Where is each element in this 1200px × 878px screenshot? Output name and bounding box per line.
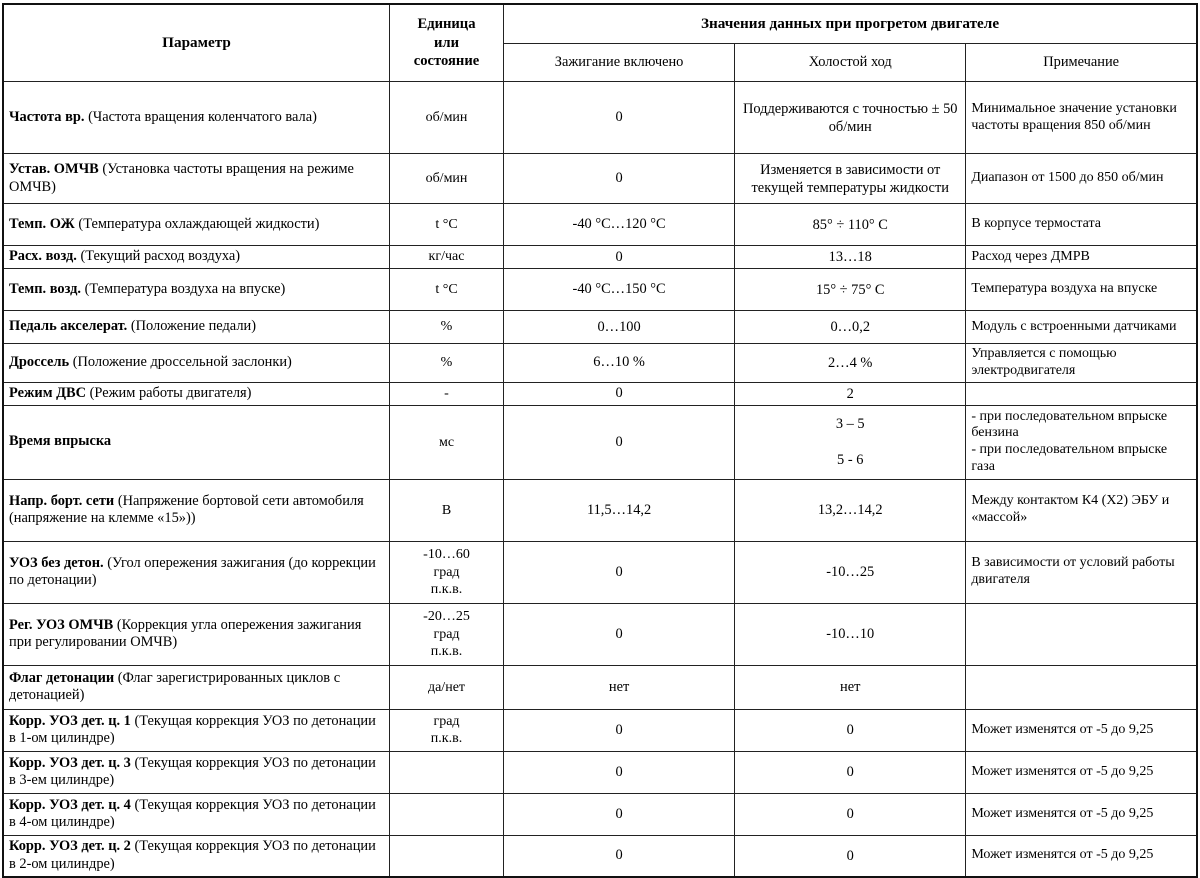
table-row — [3, 382, 1197, 405]
cell-unit: да/нет — [390, 665, 504, 709]
cell-ignition-value: 0 — [504, 541, 735, 603]
idle-value-line-2: 5 - 6 — [837, 452, 864, 469]
parameter-name: Расх. возд. — [9, 248, 77, 265]
unit-line-3: п.к.в. — [430, 643, 463, 659]
column-header-idle: Холостой ход — [735, 44, 966, 82]
cell-idle-value: 0 — [735, 835, 966, 877]
table-row — [3, 835, 1197, 877]
parameter-name: Устав. ОМЧВ — [9, 160, 99, 177]
parameter-description: (Частота вращения коленчатого вала) — [88, 108, 317, 125]
cell-parameter — [3, 709, 390, 751]
cell-ignition-value: 0 — [504, 793, 735, 835]
cell-idle-value: 13…18 — [735, 246, 966, 269]
table-row — [3, 603, 1197, 665]
cell-ignition-value: нет — [504, 665, 735, 709]
cell-ignition-value: 0 — [504, 382, 735, 405]
column-header-note: Примечание — [966, 44, 1197, 82]
cell-idle-value: -10…10 — [735, 603, 966, 665]
cell-parameter — [3, 204, 390, 246]
cell-unit — [390, 751, 504, 793]
cell-note — [966, 665, 1197, 709]
cell-parameter — [3, 793, 390, 835]
cell-idle-value: 0 — [735, 793, 966, 835]
parameter-name: Рег. УОЗ ОМЧВ — [9, 616, 114, 633]
cell-unit: мс — [390, 405, 504, 479]
unit-line-2: п.к.в. — [430, 731, 463, 747]
cell-idle-value: Поддерживаются с точностью ± 50 об/мин — [735, 82, 966, 154]
parameter-description: (Температура охлаждающей жидкости) — [78, 215, 320, 232]
table-header — [3, 4, 1197, 82]
cell-idle-value: 0…0,2 — [735, 311, 966, 344]
cell-idle-value: 0 — [735, 751, 966, 793]
cell-ignition-value: 0 — [504, 82, 735, 154]
parameter-description: (Флаг зарегистрированных циклов с детонацией) — [9, 669, 341, 704]
unit-line-1: -10…60 — [423, 547, 470, 563]
cell-ignition-value: 0 — [504, 246, 735, 269]
cell-unit — [390, 709, 504, 751]
unit-line-3: п.к.в. — [430, 581, 463, 597]
cell-idle-value: 13,2…14,2 — [735, 479, 966, 541]
cell-unit: - — [390, 382, 504, 405]
cell-note: Может изменятся от -5 до 9,25 — [966, 751, 1197, 793]
cell-parameter — [3, 246, 390, 269]
table-row — [3, 541, 1197, 603]
table-row — [3, 269, 1197, 311]
cell-ignition-value: 6…10 % — [504, 344, 735, 383]
parameter-name: Темп. ОЖ — [9, 215, 75, 232]
table-body — [3, 82, 1197, 878]
cell-unit — [390, 603, 504, 665]
cell-note: Между контактом К4 (Х2) ЭБУ и «массой» — [966, 479, 1197, 541]
unit-line-1: -20…25 — [423, 609, 470, 625]
cell-parameter — [3, 311, 390, 344]
table-row — [3, 82, 1197, 154]
cell-unit — [390, 541, 504, 603]
cell-unit: % — [390, 344, 504, 383]
cell-unit: t °C — [390, 269, 504, 311]
table-row — [3, 479, 1197, 541]
cell-parameter — [3, 479, 390, 541]
parameter-name: Время впрыска — [9, 433, 112, 450]
parameter-description: (Текущий расход воздуха) — [80, 248, 241, 265]
cell-idle-value: 0 — [735, 709, 966, 751]
cell-ignition-value: -40 °C…120 °C — [504, 204, 735, 246]
unit-line-1: град — [433, 714, 460, 730]
parameter-name: Корр. УОЗ дет. ц. 4 — [9, 796, 131, 813]
parameter-description: (Положение дроссельной заслонки) — [72, 354, 292, 371]
cell-idle-value: Изменяется в зависимости от текущей температуры жидкости — [735, 154, 966, 204]
parameter-description: (Угол опережения зажигания (до коррекции по детонации) — [9, 554, 376, 589]
note-line-2: - при последовательном впрыске газа — [971, 442, 1168, 474]
cell-ignition-value: 0 — [504, 835, 735, 877]
table-row — [3, 154, 1197, 204]
cell-idle-value: нет — [735, 665, 966, 709]
cell-note: Модуль с встроенными датчиками — [966, 311, 1197, 344]
cell-note: Может изменятся от -5 до 9,25 — [966, 835, 1197, 877]
cell-unit — [390, 835, 504, 877]
parameter-description: (Напряжение бортовой сети автомобиля (напряжение на клемме «15»)) — [9, 492, 364, 527]
parameter-description: (Текущая коррекция УОЗ по детонации в 3-ем цилиндре) — [9, 754, 376, 789]
cell-unit: % — [390, 311, 504, 344]
cell-parameter — [3, 382, 390, 405]
parameter-name: Корр. УОЗ дет. ц. 1 — [9, 712, 131, 729]
parameter-description: (Режим работы двигателя) — [89, 384, 252, 401]
parameter-description: (Текущая коррекция УОЗ по детонации в 4-ом цилиндре) — [9, 796, 376, 831]
cell-idle-value: 2 — [735, 382, 966, 405]
cell-note: Диапазон от 1500 до 850 об/мин — [966, 154, 1197, 204]
parameter-name: Дроссель — [9, 354, 70, 371]
cell-note — [966, 382, 1197, 405]
cell-unit: t °C — [390, 204, 504, 246]
cell-note — [966, 405, 1197, 479]
idle-value-line-1: 3 – 5 — [835, 416, 865, 433]
parameter-description: (Установка частоты вращения на режиме ОМЧВ) — [9, 160, 354, 195]
cell-ignition-value: 0 — [504, 154, 735, 204]
cell-parameter — [3, 665, 390, 709]
table-row — [3, 665, 1197, 709]
unit-header-line-2: или — [433, 34, 459, 51]
column-header-ignition-on: Зажигание включено — [504, 44, 735, 82]
parameter-name: УОЗ без детон. — [9, 554, 104, 571]
parameter-description: (Коррекция угла опережения зажигания при регулировании ОМЧВ) — [9, 616, 362, 651]
table-row — [3, 204, 1197, 246]
cell-parameter — [3, 541, 390, 603]
cell-parameter — [3, 835, 390, 877]
table-row — [3, 793, 1197, 835]
cell-note: Минимальное значение установки частоты вращения 850 об/мин — [966, 82, 1197, 154]
parameter-description: (Текущая коррекция УОЗ по детонации в 2-ом цилиндре) — [9, 838, 376, 872]
cell-note: В зависимости от условий работы двигателя — [966, 541, 1197, 603]
cell-ignition-value: 0 — [504, 405, 735, 479]
cell-note: В корпусе термостата — [966, 204, 1197, 246]
cell-idle-value: 85° ÷ 110° C — [735, 204, 966, 246]
parameter-name: Корр. УОЗ дет. ц. 3 — [9, 754, 131, 771]
cell-parameter — [3, 154, 390, 204]
cell-note: Управляется с помощью электродвигателя — [966, 344, 1197, 383]
table-row — [3, 246, 1197, 269]
cell-unit: кг/час — [390, 246, 504, 269]
column-header-unit — [390, 4, 504, 82]
cell-idle-value — [735, 405, 966, 479]
parameter-name: Темп. возд. — [9, 280, 81, 297]
unit-header-line-1: Единица — [417, 15, 476, 32]
engine-parameters-table — [2, 3, 1198, 878]
cell-parameter — [3, 603, 390, 665]
cell-parameter — [3, 344, 390, 383]
table-row — [3, 709, 1197, 751]
cell-note — [966, 603, 1197, 665]
cell-unit: об/мин — [390, 82, 504, 154]
cell-ignition-value: -40 °C…150 °C — [504, 269, 735, 311]
cell-parameter — [3, 751, 390, 793]
unit-header-line-3: состояние — [413, 53, 480, 70]
parameter-name: Флаг детонации — [9, 669, 115, 686]
cell-parameter — [3, 82, 390, 154]
cell-unit: В — [390, 479, 504, 541]
parameter-name: Частота вр. — [9, 108, 85, 125]
header-row-top — [3, 4, 1197, 44]
cell-unit: об/мин — [390, 154, 504, 204]
cell-idle-value: 2…4 % — [735, 344, 966, 383]
column-header-parameter: Параметр — [3, 4, 390, 82]
idle-value-spacer — [740, 433, 960, 451]
cell-parameter — [3, 405, 390, 479]
table-row — [3, 311, 1197, 344]
cell-note: Температура воздуха на впуске — [966, 269, 1197, 311]
cell-note: Расход через ДМРВ — [966, 246, 1197, 269]
note-line-1: - при последовательном впрыске бензина — [971, 408, 1168, 441]
parameter-description: (Температура воздуха на впуске) — [84, 280, 286, 297]
cell-note: Может изменятся от -5 до 9,25 — [966, 709, 1197, 751]
table-row — [3, 405, 1197, 479]
parameter-name: Корр. УОЗ дет. ц. 2 — [9, 838, 131, 855]
cell-parameter — [3, 269, 390, 311]
cell-ignition-value: 0 — [504, 751, 735, 793]
parameter-name: Педаль акселерат. — [9, 318, 128, 335]
unit-line-2: град — [433, 564, 460, 580]
parameter-description: (Текущая коррекция УОЗ по детонации в 1-ом цилиндре) — [9, 712, 376, 747]
cell-ignition-value: 0…100 — [504, 311, 735, 344]
parameter-description: (Положение педали) — [130, 318, 256, 335]
cell-idle-value: -10…25 — [735, 541, 966, 603]
cell-unit — [390, 793, 504, 835]
cell-ignition-value: 11,5…14,2 — [504, 479, 735, 541]
cell-ignition-value: 0 — [504, 603, 735, 665]
cell-note: Может изменятся от -5 до 9,25 — [966, 793, 1197, 835]
table-row — [3, 344, 1197, 383]
parameter-name: Режим ДВС — [9, 384, 87, 401]
cell-ignition-value: 0 — [504, 709, 735, 751]
cell-idle-value: 15° ÷ 75° C — [735, 269, 966, 311]
table-row — [3, 751, 1197, 793]
unit-line-2: град — [433, 626, 460, 642]
parameter-name: Напр. борт. сети — [9, 492, 115, 509]
column-header-values-group: Значения данных при прогретом двигателе — [504, 4, 1198, 44]
